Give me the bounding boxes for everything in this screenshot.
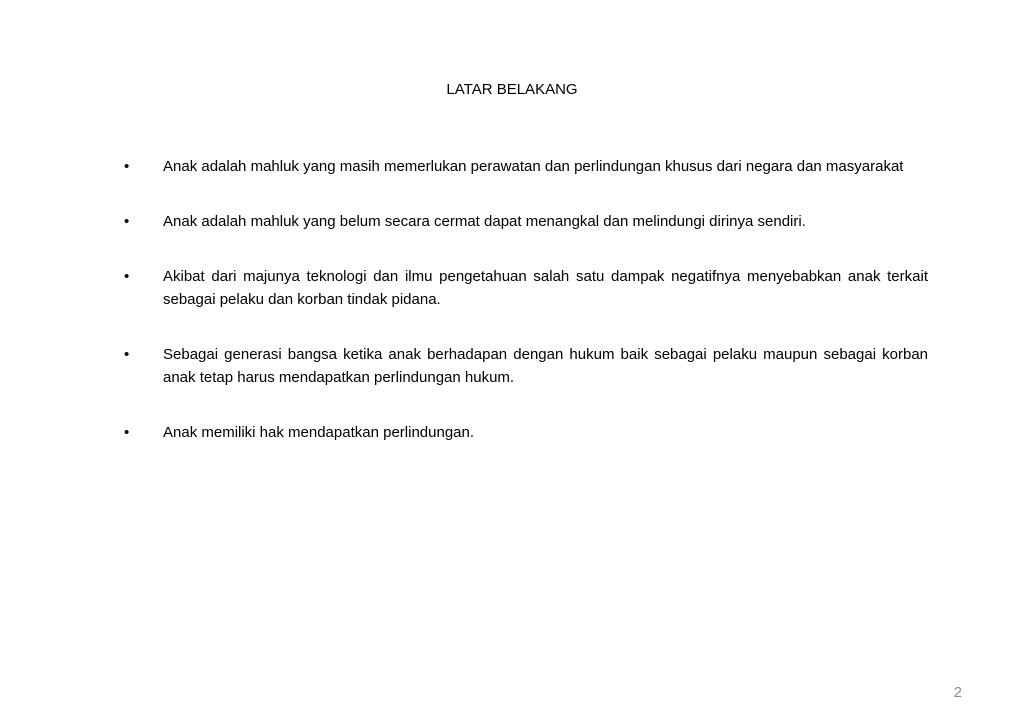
bullet-icon: • (124, 268, 130, 285)
bullet-icon: • (124, 158, 130, 175)
bullet-item (0, 343, 1024, 389)
bullet-item (0, 155, 1024, 178)
bullet-text: Sebagai generasi bangsa ketika anak berhadapan dengan hukum baik sebagai pelaku maupun sebagai korban anak tetap harus mendapatkan perlindungan hukum. (163, 346, 928, 386)
bullet-icon: • (124, 213, 130, 230)
bullet-text: Anak memiliki hak mendapatkan perlindungan. (163, 424, 475, 441)
bullet-item (0, 421, 1024, 444)
bullet-item (0, 265, 1024, 311)
bullet-item (0, 210, 1024, 233)
bullet-text: Anak adalah mahluk yang masih memerlukan perawatan dan perlindungan khusus dari negara dan masyarakat (163, 158, 904, 175)
bullet-text: Akibat dari majunya teknologi dan ilmu pengetahuan salah satu dampak negatifnya menyebabkan anak terkait sebagai pelaku dan korban tindak pidana. (163, 268, 928, 308)
bullet-list (0, 155, 1024, 476)
page-number: 2 (953, 684, 962, 701)
bullet-icon: • (124, 346, 130, 363)
bullet-text: Anak adalah mahluk yang belum secara cermat dapat menangkal dan melindungi dirinya sendiri. (163, 213, 806, 230)
slide-title: LATAR BELAKANG (446, 81, 578, 98)
bullet-icon: • (124, 424, 130, 441)
